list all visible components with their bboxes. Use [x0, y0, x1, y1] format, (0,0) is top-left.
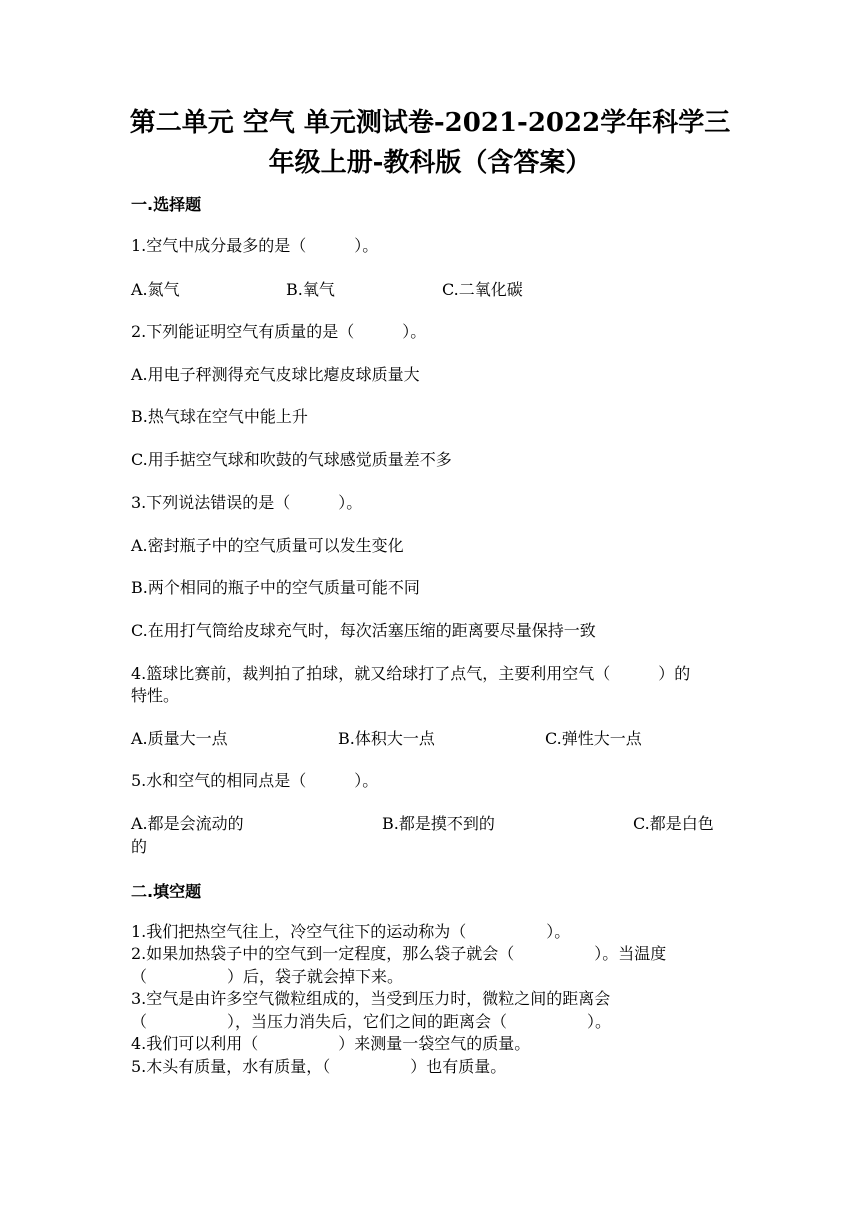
section-heading-choice: 一.选择题	[131, 195, 202, 214]
fill-line: 4.我们可以利用（ ）来测量一袋空气的质量。	[131, 1034, 531, 1053]
fill-line: 2.如果加热袋子中的空气到一定程度，那么袋子就会（ ）。当温度	[131, 944, 667, 963]
option-c: C.都是白色	[633, 814, 714, 833]
question-2-option-a: A.用电子秤测得充气皮球比瘪皮球质量大	[131, 365, 420, 384]
option-a: A.氮气	[131, 280, 180, 299]
option-b: B.氧气	[286, 280, 335, 299]
question-4-stem-continued: 特性。	[131, 686, 180, 705]
question-2-option-c: C.用手掂空气球和吹鼓的气球感觉质量差不多	[131, 450, 452, 469]
question-5-stem: 5.水和空气的相同点是（ ）。	[131, 771, 379, 790]
fill-line: （ ），当压力消失后，它们之间的距离会（ ）。	[131, 1012, 612, 1031]
question-4-stem: 4.篮球比赛前，裁判拍了拍球，就又给球打了点气，主要利用空气（ ）的	[131, 664, 691, 683]
question-3-stem: 3.下列说法错误的是（ ）。	[131, 493, 363, 512]
option-a: A.都是会流动的	[131, 814, 244, 833]
question-2-stem: 2.下列能证明空气有质量的是（ ）。	[131, 322, 427, 341]
question-5-option-c-wrap: 的	[131, 837, 148, 856]
fill-line: （ ）后，袋子就会掉下来。	[131, 967, 404, 986]
option-b: B.体积大一点	[338, 729, 435, 748]
question-3-option-a: A.密封瓶子中的空气质量可以发生变化	[131, 536, 404, 555]
question-3-option-c: C.在用打气筒给皮球充气时，每次活塞压缩的距离要尽量保持一致	[131, 621, 596, 640]
option-c: C.二氧化碳	[442, 280, 523, 299]
title-line-2: 年级上册-教科版（含答案）	[268, 148, 592, 178]
fill-line: 1.我们把热空气往上，冷空气往下的运动称为（ ）。	[131, 922, 571, 941]
question-3-option-b: B.两个相同的瓶子中的空气质量可能不同	[131, 578, 420, 597]
option-b: B.都是摸不到的	[382, 814, 495, 833]
fill-line: 5.木头有质量，水有质量，（ ）也有质量。	[131, 1057, 507, 1076]
question-1-stem: 1.空气中成分最多的是（ ）。	[131, 236, 379, 255]
section-heading-fill: 二.填空题	[131, 882, 202, 901]
option-c: C.弹性大一点	[545, 729, 642, 748]
fill-line: 3.空气是由许多空气微粒组成的，当受到压力时，微粒之间的距离会	[131, 989, 611, 1008]
question-2-option-b: B.热气球在空气中能上升	[131, 407, 308, 426]
option-a: A.质量大一点	[131, 729, 228, 748]
title-line-1: 第二单元 空气 单元测试卷-2021-2022学年科学三	[129, 108, 731, 138]
page-title	[100, 103, 760, 183]
